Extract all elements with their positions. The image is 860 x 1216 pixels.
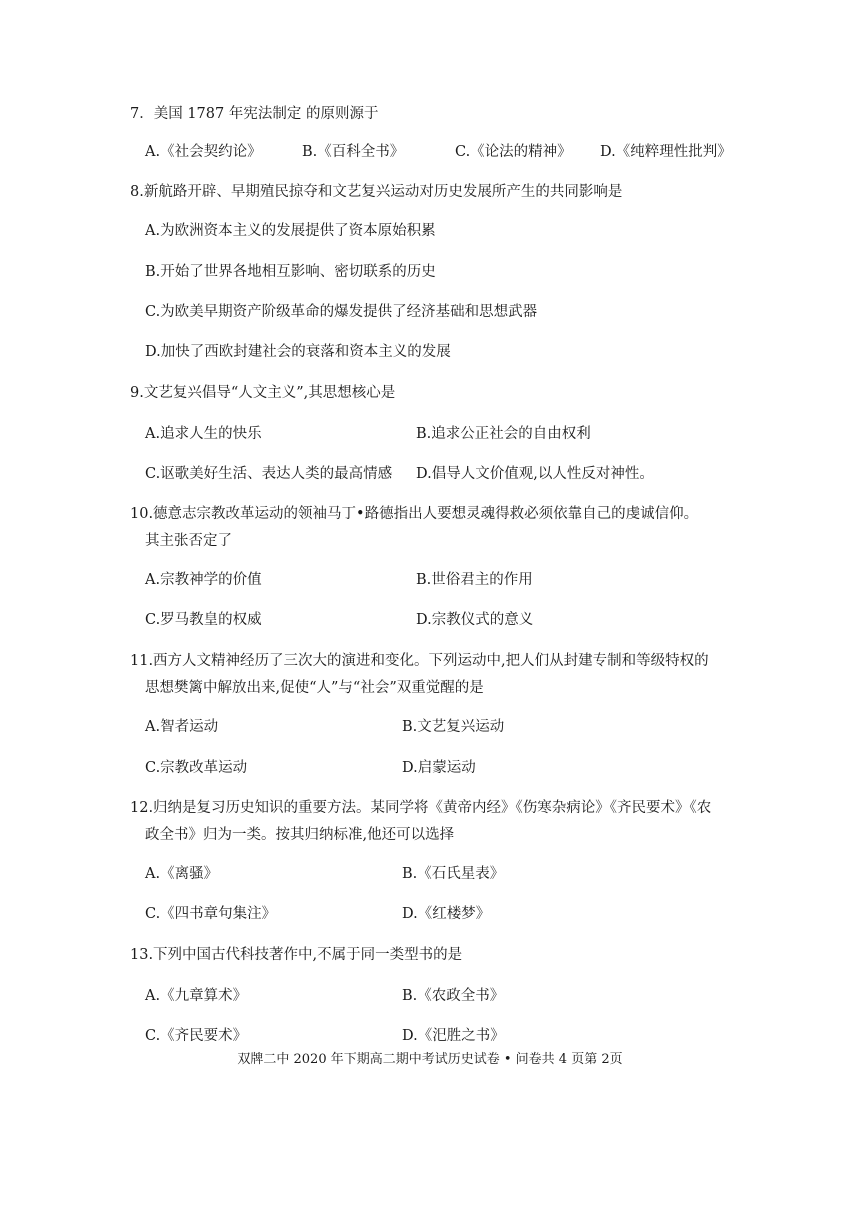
- q12-option-a: A.《离骚》: [145, 866, 219, 882]
- question-11-stem: 11.西方人文精神经历了三次大的演进和变化。下列运动中,把人们从封建专制和等级特权的: [130, 653, 709, 669]
- question-12-stem-cont: 政全书》归为一类。按其归纳标准,他还可以选择: [145, 827, 455, 843]
- q8-option-d: D.加快了西欧封建社会的衰落和资本主义的发展: [145, 344, 451, 360]
- q7-option-d: D.《纯粹理性批判》: [600, 144, 732, 160]
- q10-option-a: A.宗教神学的价值: [145, 572, 262, 588]
- q13-option-c: C.《齐民要术》: [145, 1028, 248, 1044]
- q8-option-c: C.为欧美早期资产阶级革命的爆发提供了经济基础和思想武器: [145, 304, 538, 320]
- q11-option-d: D.启蒙运动: [402, 760, 476, 776]
- question-11-stem-cont: 思想樊篱中解放出来,促使“人”与“社会”双重觉醒的是: [145, 680, 484, 696]
- q13-option-d: D.《汜胜之书》: [402, 1028, 505, 1044]
- q8-option-a: A.为欧洲资本主义的发展提供了资本原始积累: [145, 223, 436, 239]
- q10-option-b: B.世俗君主的作用: [416, 572, 533, 588]
- q12-option-c: C.《四书章句集注》: [145, 906, 277, 922]
- page-footer: 双牌二中 2020 年下期高二期中考试历史试卷 • 问卷共 4 页第 2页: [237, 1052, 623, 1067]
- q7-option-b: B.《百科全书》: [302, 144, 405, 160]
- q13-option-a: A.《九章算术》: [145, 988, 248, 1004]
- q12-option-b: B.《石氏星表》: [402, 866, 505, 882]
- q10-option-d: D.宗教仪式的意义: [416, 612, 534, 628]
- question-10-stem-cont: 其主张否定了: [145, 533, 232, 549]
- question-12-stem: 12.归纳是复习历史知识的重要方法。某同学将《黄帝内经》《伤寒杂病论》《齐民要术》《农: [130, 800, 712, 816]
- question-8-stem: 8.新航路开辟、早期殖民掠夺和文艺复兴运动对历史发展所产生的共同影响是: [130, 184, 623, 200]
- q9-option-c: C.讴歌美好生活、表达人类的最高情感: [145, 466, 393, 482]
- question-10-stem: 10.德意志宗教改革运动的领袖马丁•路德指出人要想灵魂得救必须依靠自己的虔诚信仰。: [130, 506, 699, 522]
- q7-option-a: A.《社会契约论》: [145, 144, 262, 160]
- question-9-stem: 9.文艺复兴倡导“人文主义”,其思想核心是: [130, 385, 396, 401]
- q11-option-c: C.宗教改革运动: [145, 760, 248, 776]
- question-13-stem: 13.下列中国古代科技著作中,不属于同一类型书的是: [130, 947, 463, 963]
- q13-option-b: B.《农政全书》: [402, 988, 505, 1004]
- q8-option-b: B.开始了世界各地相互影响、密切联系的历史: [145, 264, 436, 280]
- q9-option-d: D.倡导人文价值观,以人性反对神性。: [416, 466, 654, 482]
- q11-option-a: A.智者运动: [145, 719, 219, 735]
- q10-option-c: C.罗马教皇的权威: [145, 612, 262, 628]
- q7-option-c: C.《论法的精神》: [455, 144, 572, 160]
- q9-option-b: B.追求公正社会的自由权利: [416, 426, 591, 442]
- q11-option-b: B.文艺复兴运动: [402, 719, 505, 735]
- q9-option-a: A.追求人生的快乐: [145, 426, 262, 442]
- question-7-stem: 7．美国 1787 年宪法制定 的原则源于: [130, 106, 379, 122]
- q12-option-d: D.《红楼梦》: [402, 906, 491, 922]
